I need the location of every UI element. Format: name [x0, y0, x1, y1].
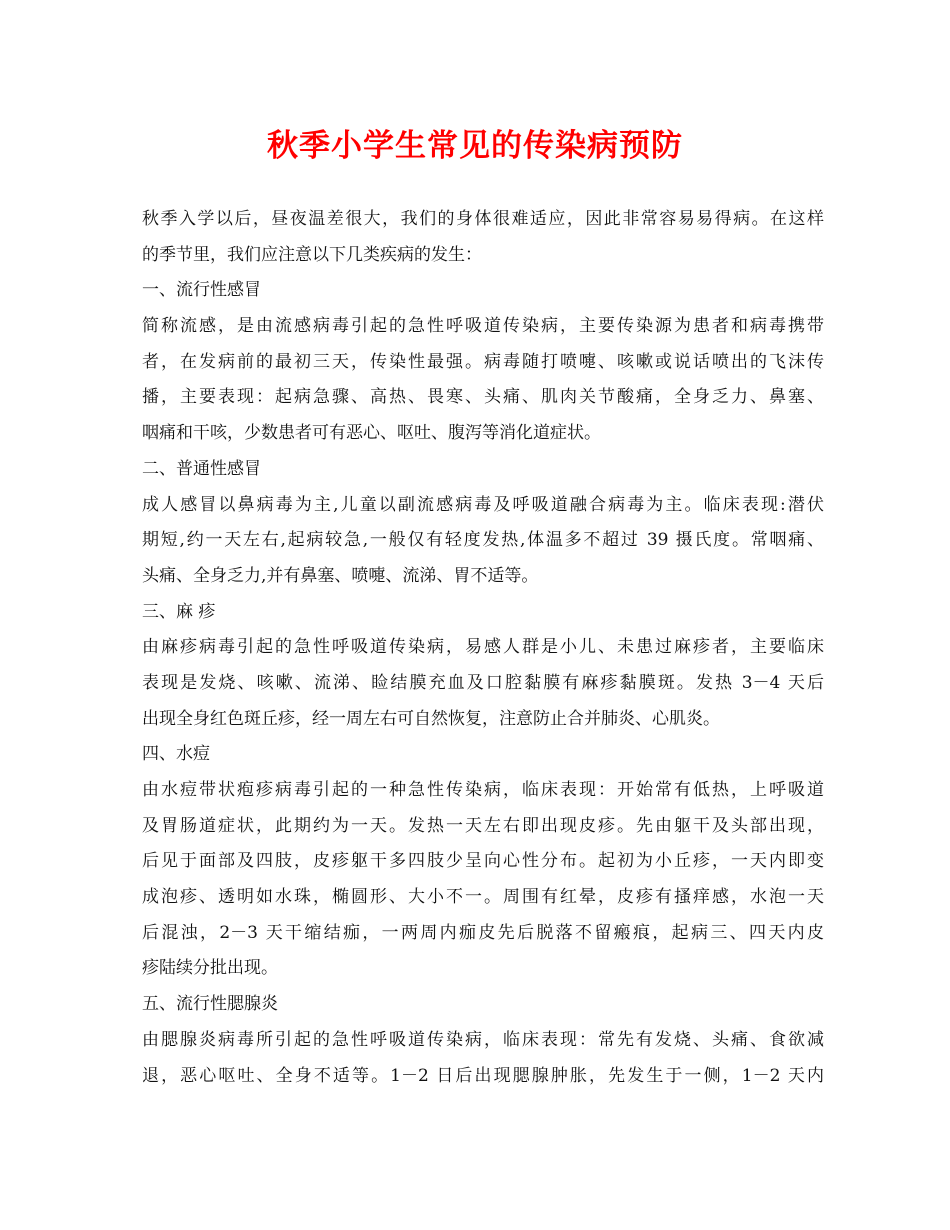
text-line: 三、麻 疹 [142, 601, 216, 622]
text-line: 五、流行性腮腺炎 [142, 994, 278, 1015]
document-body [142, 202, 824, 1094]
text-line: 播，主要表现：起病急骤、高热、畏寒、头痛、肌肉关节酸痛，全身乏力、鼻塞、 [142, 387, 824, 408]
text-line: 由腮腺炎病毒所引起的急性呼吸道传染病，临床表现：常先有发烧、头痛、食欲减 [142, 1029, 824, 1050]
text-line: 一、流行性感冒 [142, 280, 261, 301]
text-line: 疹陆续分批出现。 [142, 958, 278, 979]
text-line: 简称流感，是由流感病毒引起的急性呼吸道传染病，主要传染源为患者和病毒携带 [142, 316, 824, 337]
text-line: 咽痛和干咳，少数患者可有恶心、呕吐、腹泻等消化道症状。 [142, 423, 601, 444]
text-line: 表现是发烧、咳嗽、流涕、睑结膜充血及口腔黏膜有麻疹黏膜斑。发热 3－4 天后 [142, 672, 824, 693]
text-line: 期短,约一天左右,起病较急,一般仅有轻度发热,体温多不超过 39 摄氏度。常咽痛、 [142, 530, 824, 551]
text-line: 及胃肠道症状，此期约为一天。发热一天左右即出现皮疹。先由躯干及头部出现， [142, 815, 824, 836]
text-line: 成泡疹、透明如水珠，椭圆形、大小不一。周围有红晕，皮疹有搔痒感，水泡一天 [142, 887, 824, 908]
text-line: 出现全身红色斑丘疹，经一周左右可自然恢复，注意防止合并肺炎、心肌炎。 [142, 708, 720, 729]
text-line: 者，在发病前的最初三天，传染性最强。病毒随打喷嚏、咳嗽或说话喷出的飞沫传 [142, 351, 824, 372]
text-line: 秋季入学以后，昼夜温差很大，我们的身体很难适应，因此非常容易易得病。在这样 [142, 209, 824, 229]
text-line: 后见于面部及四肢，皮疹躯干多四肢少呈向心性分布。起初为小丘疹，一天内即变 [142, 851, 824, 872]
text-line: 二、普通性感冒 [142, 458, 261, 479]
text-line: 退，恶心呕吐、全身不适等。1－2 日后出现腮腺肿胀，先发生于一侧，1－2 天内 [142, 1065, 824, 1086]
text-line: 四、水痘 [142, 744, 210, 765]
text-line: 由麻疹病毒引起的急性呼吸道传染病，易感人群是小儿、未患过麻疹者，主要临床 [142, 637, 824, 658]
text-line: 后混浊，2－3 天干缩结痂，一两周内痂皮先后脱落不留瘢痕，起病三、四天内皮 [142, 922, 824, 943]
document-title: 秋季小学生常见的传染病预防 [267, 128, 683, 164]
text-line: 成人感冒以鼻病毒为主,儿童以副流感病毒及呼吸道融合病毒为主。临床表现:潜伏 [142, 494, 824, 515]
text-line: 由水痘带状疱疹病毒引起的一种急性传染病，临床表现：开始常有低热，上呼吸道 [142, 780, 824, 800]
text-line: 头痛、全身乏力,并有鼻塞、喷嚏、流涕、胃不适等。 [142, 565, 539, 586]
text-line: 的季节里，我们应注意以下几类疾病的发生： [142, 244, 482, 265]
